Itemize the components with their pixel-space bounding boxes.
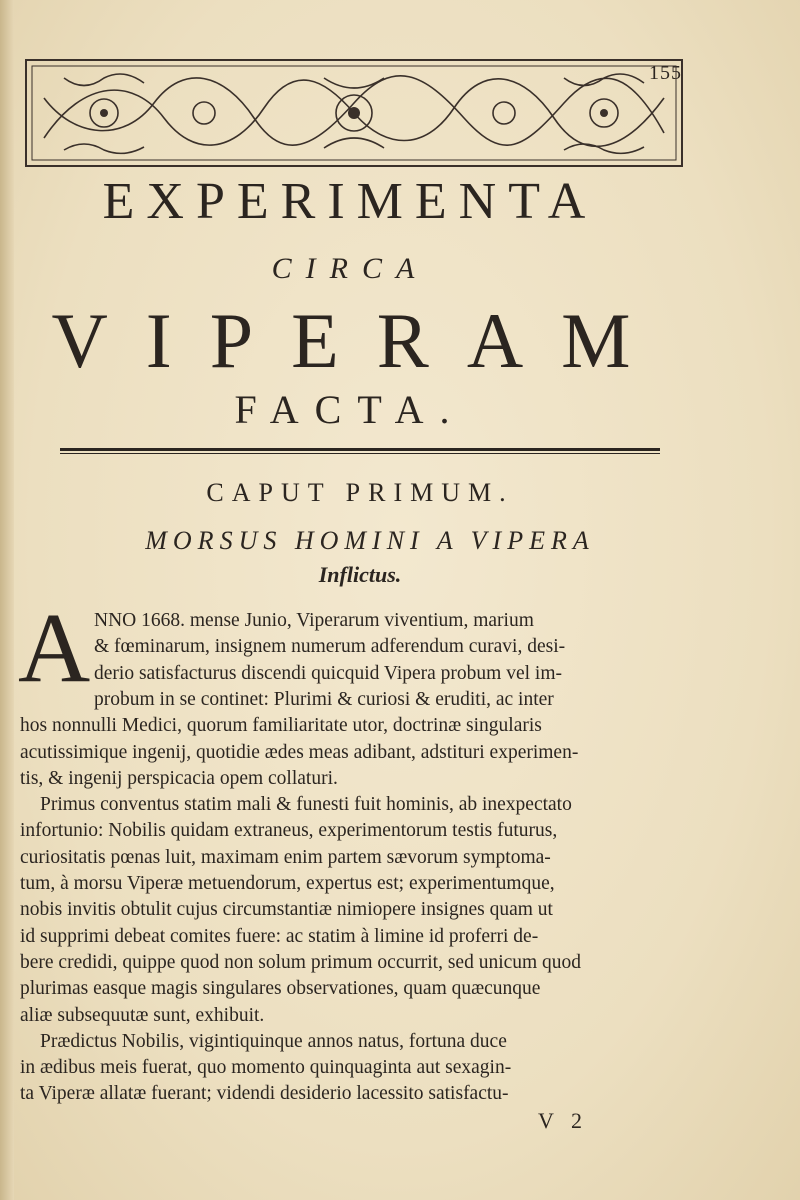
page-binding-edge <box>0 0 14 1200</box>
body-line: ta Viperæ allatæ fuerant; videndi desiderio lacessito satisfactu- <box>20 1083 509 1105</box>
body-line: Prædictus Nobilis, vigintiquinque annos natus, fortuna duce <box>40 1030 507 1052</box>
chapter-title: CAPUT PRIMUM. <box>206 478 514 507</box>
page-number: 155 <box>649 62 682 84</box>
title-viperam: VIPERAM <box>51 297 669 384</box>
body-line: in ædibus meis fuerat, quo momento quinquaginta aut sexagin- <box>20 1057 512 1079</box>
body-line: derio satisfacturus discendi quicquid Vipera probum vel im- <box>94 662 562 684</box>
ornamental-headpiece <box>24 58 684 168</box>
body-line: aliæ subsequutæ sunt, exhibuit. <box>20 1004 265 1026</box>
body-line: acutissimique ingenij, quotidie ædes meas adibant, adstituri experimen- <box>20 741 579 763</box>
chapter-heading-line-1: MORSUS HOMINI A VIPERA <box>145 526 595 555</box>
body-line: nobis invitis obtulit cujus circumstantiæ nimiopere insignes quam ut <box>20 899 553 921</box>
body-line: NNO 1668. mense Junio, Viperarum viventium, marium <box>94 610 534 631</box>
title-experimenta: EXPERIMENTA <box>102 173 598 230</box>
body-line: hos nonnulli Medici, quorum familiaritate utor, doctrinæ singularis <box>20 715 542 737</box>
body-line: & fœminarum, insignem numerum adferendum curavi, desi- <box>94 636 566 658</box>
drop-cap: A <box>18 592 91 703</box>
body-line: probum in se continet: Plurimi & curiosi & eruditi, ac inter <box>94 688 554 710</box>
section-rule <box>60 448 660 453</box>
body-line: id supprimi debeat comites fuere: ac statim à limine id proferri de- <box>20 925 539 947</box>
body-line: infortunio: Nobilis quidam extraneus, experimentorum testis futurus, <box>20 820 558 842</box>
title-circa: CIRCA <box>271 252 429 285</box>
title-facta: FACTA. <box>234 387 466 432</box>
body-line: bere credidi, quippe quod non solum primum occurrit, sed unicum quod <box>20 951 582 973</box>
body-line: Primus conventus statim mali & funesti fuit hominis, ab inexpectato <box>40 794 572 816</box>
body-line: plurimas easque magis singulares observationes, quam quæcunque <box>20 978 541 1000</box>
chapter-heading-line-2: Inflictus. <box>318 562 402 587</box>
signature-mark: V 2 <box>538 1108 588 1133</box>
body-line: tum, à morsu Viperæ metuendorum, expertus est; experimentumque, <box>20 873 555 894</box>
body-line: curiositatis pœnas luit, maximam enim partem sævorum symptoma- <box>20 846 551 868</box>
body-line: tis, & ingenij perspicacia opem collaturi. <box>20 767 338 789</box>
